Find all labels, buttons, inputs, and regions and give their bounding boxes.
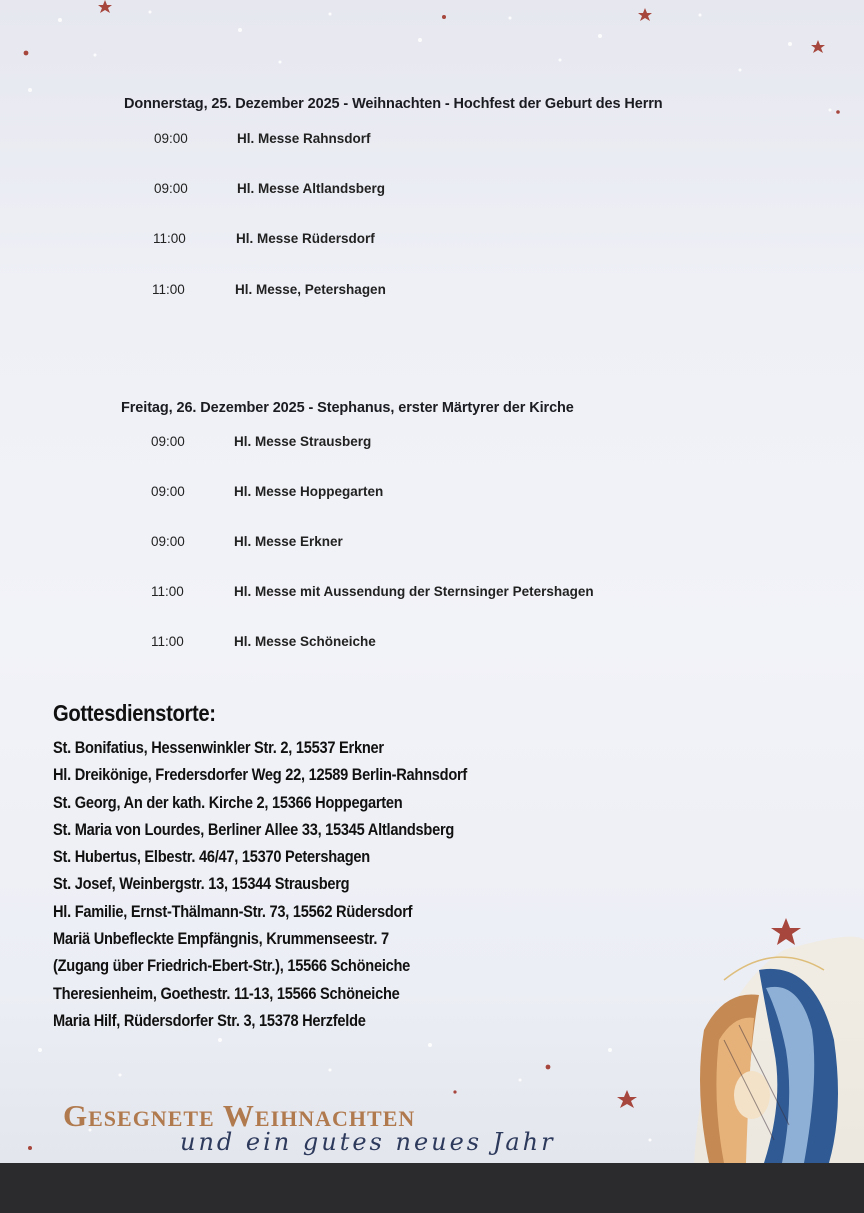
location-item: Hl. Dreikönige, Fredersdorfer Weg 22, 12589 Berlin-Rahnsdorf: [53, 765, 468, 785]
location-item: St. Josef, Weinbergstr. 13, 15344 Strausberg: [53, 874, 350, 894]
holy-family-illustration: [664, 910, 864, 1163]
bottom-bar: [0, 1163, 864, 1213]
greeting-subtitle: und ein gutes neues Jahr: [180, 1128, 556, 1156]
location-item: Hl. Familie, Ernst-Thälmann-Str. 73, 15562 Rüdersdorf: [53, 901, 413, 921]
service-time: 11:00: [151, 634, 184, 649]
service-time: 11:00: [151, 584, 184, 599]
location-item: St. Bonifatius, Hessenwinkler Str. 2, 15537 Erkner: [53, 738, 384, 757]
service-time: 09:00: [151, 534, 185, 549]
location-item: St. Hubertus, Elbestr. 46/47, 15370 Petershagen: [53, 847, 370, 867]
service-time: 09:00: [151, 434, 185, 449]
location-item: (Zugang über Friedrich-Ebert-Str.), 15566 Schöneiche: [53, 956, 411, 976]
service-time: 11:00: [152, 282, 185, 297]
locations-section: [53, 700, 534, 1034]
star-icon: [771, 918, 801, 945]
service-title: Hl. Messe Hoppegarten: [234, 484, 384, 499]
day-heading: Freitag, 26. Dezember 2025 - Stephanus, erster Märtyrer der Kirche: [121, 400, 574, 416]
service-title: Hl. Messe Rüdersdorf: [236, 231, 375, 246]
service-time: 11:00: [153, 231, 186, 246]
service-title: Hl. Messe mit Aussendung der Sternsinger Petershagen: [234, 584, 594, 599]
service-title: Hl. Messe Schöneiche: [234, 634, 376, 649]
service-time: 09:00: [151, 484, 185, 499]
location-item: Theresienheim, Goethestr. 11-13, 15566 Schöneiche: [53, 983, 400, 1003]
service-title: Hl. Messe Erkner: [234, 534, 343, 549]
locations-heading: Gottesdienstorte:: [53, 700, 216, 726]
greeting-title: Gesegnete Weihnachten: [63, 1098, 416, 1133]
location-item: Mariä Unbefleckte Empfängnis, Krummenseestr. 7: [53, 929, 389, 949]
locations-list: [53, 734, 534, 1034]
service-title: Hl. Messe Rahnsdorf: [237, 131, 371, 146]
location-item: St. Georg, An der kath. Kirche 2, 15366 Hoppegarten: [53, 792, 403, 812]
day-heading: Donnerstag, 25. Dezember 2025 - Weihnachten - Hochfest der Geburt des Herrn: [124, 96, 663, 112]
service-title: Hl. Messe Altlandsberg: [237, 181, 386, 196]
service-title: Hl. Messe Strausberg: [234, 434, 372, 449]
service-time: 09:00: [154, 131, 188, 146]
service-time: 09:00: [154, 181, 188, 196]
location-item: St. Maria von Lourdes, Berliner Allee 33, 15345 Altlandsberg: [53, 819, 455, 839]
location-item: Maria Hilf, Rüdersdorfer Str. 3, 15378 Herzfelde: [53, 1010, 366, 1030]
service-title: Hl. Messe, Petershagen: [235, 282, 386, 297]
